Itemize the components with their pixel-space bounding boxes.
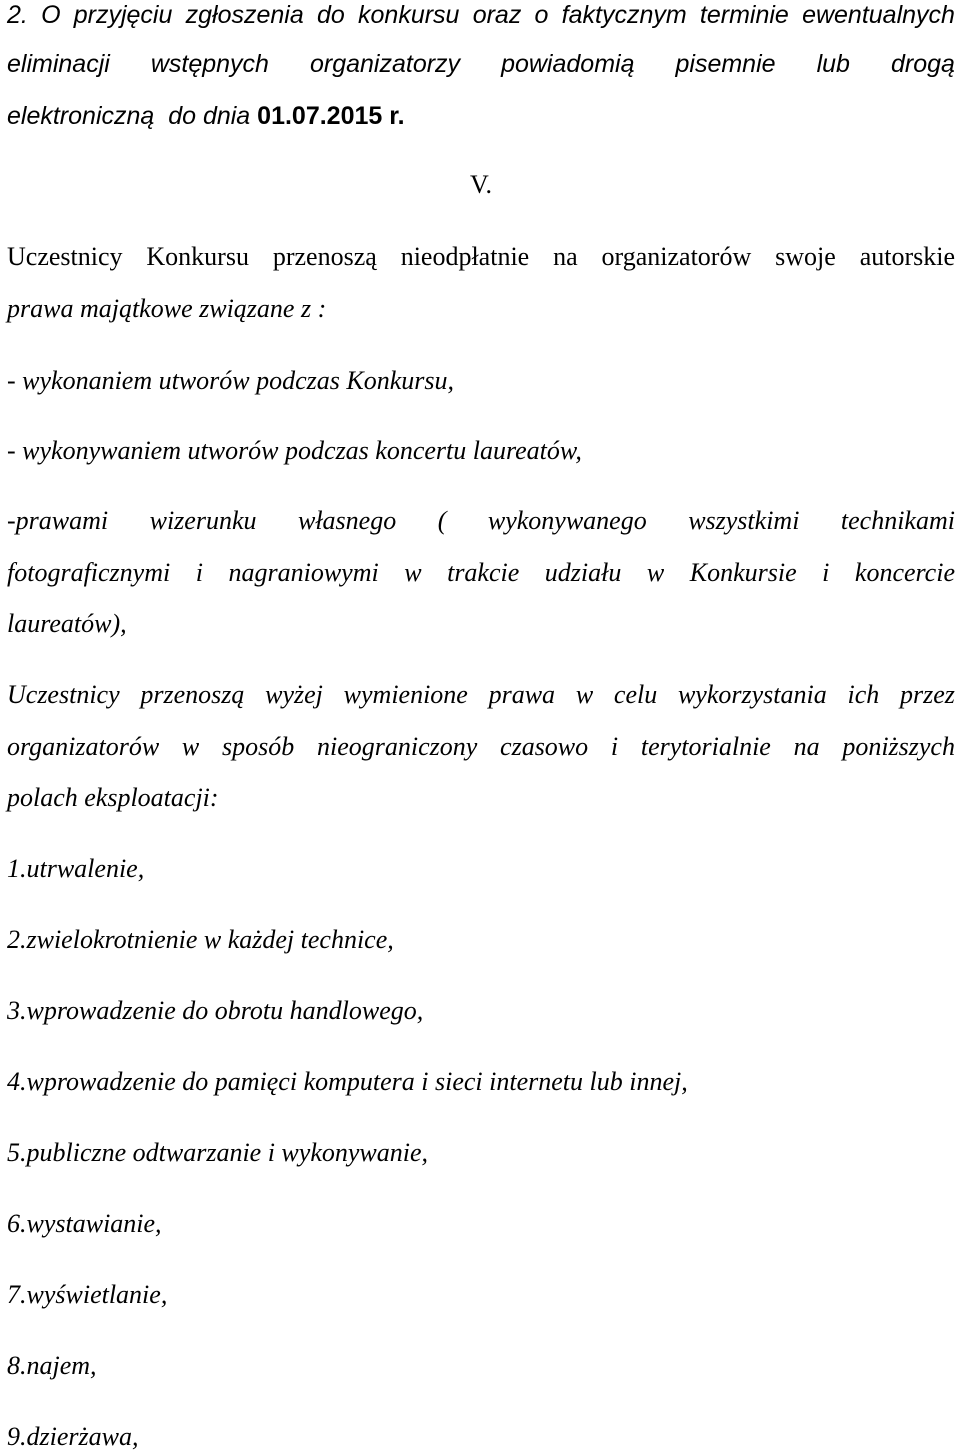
word: do: [316, 1, 345, 29]
point-2-line-1: [7, 0, 955, 30]
word: w: [181, 732, 200, 761]
word: nieodpłatnie: [400, 242, 530, 271]
word: w: [646, 558, 665, 587]
word: fotograficznymi: [7, 558, 171, 587]
image-rights-line-2: [7, 558, 955, 588]
word: terminie: [699, 1, 789, 29]
word: Konkursu: [146, 242, 249, 271]
word: technikami: [840, 506, 955, 535]
word: wstępnych: [150, 50, 269, 78]
word: ewentualnych: [802, 1, 955, 29]
word: wykorzystania: [677, 680, 827, 709]
word: przenoszą: [272, 242, 377, 271]
word: konkursu: [358, 1, 460, 29]
word: swoje: [775, 242, 836, 271]
word: faktycznym: [561, 1, 687, 29]
word: drogą: [890, 50, 955, 78]
word: wizerunku: [149, 506, 257, 535]
word: organizatorów: [7, 732, 160, 761]
word: przez: [900, 680, 955, 709]
field-item: 2.zwielokrotnienie w każdej technice,: [7, 925, 394, 954]
word: o: [534, 1, 549, 29]
section-v-heading: V.: [470, 170, 492, 199]
word: ich: [847, 680, 880, 709]
point-2-line-2: [7, 49, 955, 79]
field-item: 3.wprowadzenie do obrotu handlowego,: [7, 996, 424, 1025]
word: i: [610, 732, 619, 761]
word: nagraniowymi: [228, 558, 379, 587]
word: zgłoszenia: [185, 1, 304, 29]
word: i: [822, 558, 830, 587]
word: własnego: [297, 506, 397, 535]
field-item: 1.utrwalenie,: [7, 854, 145, 883]
word: eliminacji: [7, 50, 110, 78]
word: wyżej: [265, 680, 323, 709]
word: w: [575, 680, 594, 709]
word: nieograniczony: [316, 732, 478, 761]
word: na: [793, 732, 820, 761]
point-2-line-3-text: elektroniczną do dnia: [7, 102, 258, 130]
word: wszystkimi: [688, 506, 800, 535]
intro-line-2: prawa majątkowe związane z :: [7, 294, 327, 323]
transfer-line-1: [7, 680, 955, 710]
word: i: [195, 558, 203, 587]
word: Konkursie: [689, 558, 797, 587]
intro-line-1: [7, 242, 955, 272]
word: udziału: [544, 558, 622, 587]
word: powiadomią: [501, 50, 635, 78]
item-concert: - wykonywaniem utworów podczas koncertu laureatów,: [7, 436, 582, 465]
transfer-line-3: polach eksploatacji:: [7, 783, 219, 812]
word: wykonywanego: [487, 506, 647, 535]
word: 2.: [7, 1, 28, 29]
field-item: 7.wyświetlanie,: [7, 1280, 168, 1309]
word: sposób: [222, 732, 295, 761]
word: wymienione: [343, 680, 468, 709]
word: pisemnie: [675, 50, 776, 78]
field-item: 8.najem,: [7, 1351, 97, 1380]
word: terytorialnie: [640, 732, 771, 761]
image-rights-line-1: [7, 506, 955, 536]
point-2-line-3: [7, 101, 405, 131]
word: organizatorzy: [309, 50, 461, 78]
image-rights-line-3: laureatów),: [7, 609, 127, 638]
word: organizatorów: [601, 242, 752, 271]
word: Uczestnicy: [7, 242, 123, 271]
item-performance: - wykonaniem utworów podczas Konkursu,: [7, 366, 455, 395]
transfer-line-2: [7, 732, 955, 762]
word: przyjęciu: [73, 1, 173, 29]
word: w: [404, 558, 422, 587]
word: oraz: [472, 1, 522, 29]
word: celu: [613, 680, 658, 709]
field-item: 6.wystawianie,: [7, 1209, 162, 1238]
word: poniższych: [842, 732, 955, 761]
field-item: 5.publiczne odtwarzanie i wykonywanie,: [7, 1138, 429, 1167]
word: lub: [816, 50, 850, 78]
word: na: [553, 242, 578, 271]
word: czasowo: [500, 732, 589, 761]
word: -prawami: [7, 506, 109, 535]
word: prawa: [488, 680, 556, 709]
word: koncercie: [854, 558, 955, 587]
word: autorskie: [859, 242, 955, 271]
field-item: 4.wprowadzenie do pamięci komputera i sieci internetu lub innej,: [7, 1067, 688, 1096]
document-page: [7, 0, 955, 1454]
field-item: 9.dzierżawa,: [7, 1422, 139, 1451]
word: trakcie: [447, 558, 520, 587]
word: (: [437, 506, 447, 535]
deadline-date: 01.07.2015 r.: [257, 102, 405, 130]
word: O: [41, 1, 61, 29]
word: przenoszą: [140, 680, 245, 709]
word: Uczestnicy: [7, 680, 120, 709]
